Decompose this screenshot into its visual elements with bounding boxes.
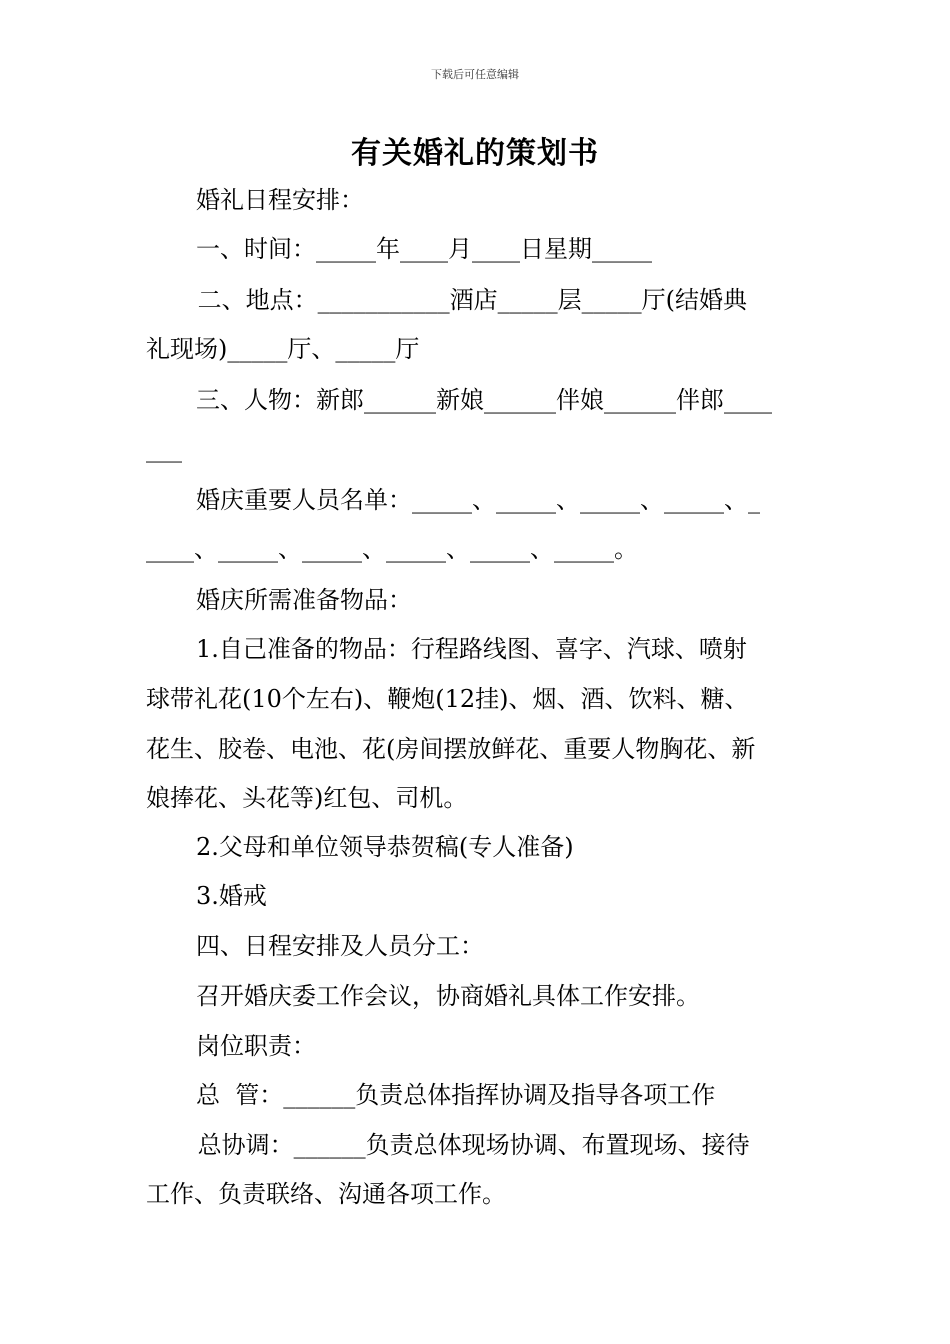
section-four-heading: 四、日程安排及人员分工： — [196, 932, 484, 960]
staff-list-line: 婚庆重要人员名单：_____、_____、_____、_____、_ — [196, 486, 760, 514]
time-line: 一、时间：_____年____月____日星期_____ — [196, 235, 652, 263]
items-2-line: 2.父母和单位领导恭贺稿(专人准备) — [196, 833, 574, 861]
coordinator-duty-line-cont: 工作、负责联络、沟通各项工作。 — [146, 1180, 506, 1208]
items-heading: 婚庆所需准备物品： — [196, 586, 412, 614]
manager-duty-line: 总 管：______负责总体指挥协调及指导各项工作 — [196, 1081, 716, 1109]
document-title: 有关婚礼的策划书 — [351, 136, 599, 171]
venue-line: 二、地点：___________酒店_____层_____厅(结婚典 — [190, 286, 747, 314]
coordinator-duty-line: 总协调：______负责总体现场协调、布置现场、接待 — [190, 1131, 750, 1159]
meeting-line: 召开婚庆委工作会议，协商婚礼具体工作安排。 — [196, 982, 700, 1010]
staff-list-line-cont: ____、_____、_____、_____、_____、_____。 — [146, 535, 638, 563]
venue-line-cont: 礼现场)_____厅、_____厅 — [146, 335, 420, 363]
items-1-line-cont-b: 花生、胶卷、电池、花(房间摆放鲜花、重要人物胸花、新 — [146, 735, 756, 763]
schedule-heading: 婚礼日程安排： — [196, 186, 364, 214]
items-3-line: 3.婚戒 — [196, 882, 267, 910]
items-1-line: 1.自己准备的物品：行程路线图、喜字、汽球、喷射 — [196, 635, 747, 663]
people-line-cont: ___ — [146, 435, 182, 463]
items-1-line-cont-c: 娘捧花、头花等)红包、司机。 — [146, 784, 468, 812]
items-1-line-cont-a: 球带礼花(10个左右)、鞭炮(12挂)、烟、酒、饮料、糖、 — [146, 685, 749, 713]
header-note: 下载后可任意编辑 — [431, 68, 519, 81]
people-line: 三、人物：新郎______新娘______伴娘______伴郎____ — [196, 386, 772, 414]
duties-heading: 岗位职责： — [196, 1032, 316, 1060]
